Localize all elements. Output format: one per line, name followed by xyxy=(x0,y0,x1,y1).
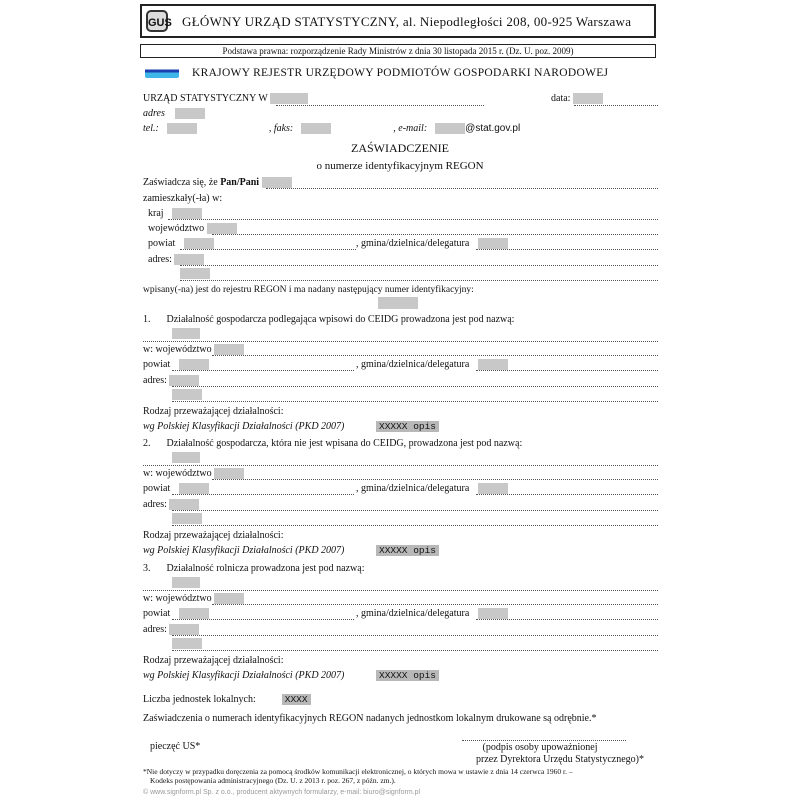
section-1-county-field[interactable] xyxy=(179,359,209,370)
local-units-row xyxy=(143,694,311,705)
county-row xyxy=(148,238,214,249)
pkd-value-wrap xyxy=(376,545,439,556)
regon-logo xyxy=(145,66,179,78)
section-2-commune-field[interactable] xyxy=(478,483,508,494)
section-1-pkd-value[interactable]: XXXXX opis xyxy=(376,421,439,432)
section-3-heading xyxy=(143,563,364,574)
email-field[interactable] xyxy=(435,123,465,134)
footnote-line1: *Nie dotyczy w przypadku doręczenia za pomocą środków komunikacji elektronicznej, o których mowa w ustawie z dnia 14 czerwca 1960 r. – xyxy=(143,767,573,776)
name-field[interactable] xyxy=(262,177,292,188)
date-label xyxy=(551,93,603,104)
email-domain: @stat.gov.pl xyxy=(465,123,521,134)
section-commune-row xyxy=(356,608,508,619)
local-units-value[interactable]: XXXX xyxy=(282,694,311,705)
section-county-row xyxy=(143,608,209,619)
pkd-value-wrap xyxy=(376,421,439,432)
pkd-label: wg Polskiej Klasyfikacji Działalności (PKD 2007) xyxy=(143,545,345,556)
addr-row xyxy=(148,254,204,265)
footnote-line2: Kodeks postępowania administracyjnego (Dz. U. z 2013 r. poz. 267, z późn. zm.). xyxy=(150,776,396,785)
section-2-addr-field-1[interactable] xyxy=(169,499,199,510)
section-voiv-label: w: województwo xyxy=(143,593,212,604)
section-number: 1. xyxy=(143,314,151,325)
contact-row xyxy=(143,123,520,134)
date-field[interactable] xyxy=(573,93,603,104)
resides-label: zamieszkały(-ła) w: xyxy=(143,193,223,204)
section-county-label: powiat xyxy=(143,359,171,370)
section-commune-label: , gmina/dzielnica/delegatura xyxy=(356,359,470,370)
tel-field[interactable] xyxy=(167,123,197,134)
section-2-heading xyxy=(143,438,522,449)
gus-logo: GUS xyxy=(146,10,168,32)
section-1-commune-field[interactable] xyxy=(478,359,508,370)
addr-field-2[interactable] xyxy=(180,268,210,279)
commune-field[interactable] xyxy=(478,238,508,249)
section-1-heading xyxy=(143,314,514,325)
activity-label: Rodzaj przeważającej działalności: xyxy=(143,406,284,417)
header-box xyxy=(140,4,656,38)
section-text: Działalność gospodarcza, która nie jest wpisana do CEIDG, prowadzona jest pod nazwą: xyxy=(166,438,523,449)
legal-basis: Podstawa prawna: rozporządzenie Rady Ministrów z dnia 30 listopada 2015 r. (Dz. U. poz. 2009) xyxy=(140,44,656,58)
section-3-addr-field-2[interactable] xyxy=(172,638,202,649)
section-addr-row xyxy=(143,375,199,386)
section-2-pkd-value[interactable]: XXXXX opis xyxy=(376,545,439,556)
stamp-label: pieczęć US* xyxy=(150,741,201,752)
local-units-label: Liczba jednostek lokalnych: xyxy=(143,694,256,705)
doc-title: ZAŚWIADCZENIE xyxy=(351,141,449,155)
credit-line: © www.signform.pl Sp. z o.o., producent aktywnych formularzy, e-mail: biuro@signform.pl xyxy=(143,789,421,796)
section-addr-label: adres: xyxy=(143,499,167,510)
date-label-text: data: xyxy=(551,93,571,104)
registered-text: wpisany(-na) jest do rejestru REGON i ma nadany następujący numer identyfikacyjny: xyxy=(143,285,474,295)
registry-title: KRAJOWY REJESTR URZĘDOWY PODMIOTÓW GOSPODARKI NARODOWEJ xyxy=(192,67,609,79)
email-label: , e-mail: xyxy=(393,123,428,134)
section-1-voiv-field[interactable] xyxy=(214,344,244,355)
office-address xyxy=(143,108,205,119)
certify-text: Zaświadcza się, że xyxy=(143,177,218,188)
section-commune-label: , gmina/dzielnica/delegatura xyxy=(356,483,470,494)
section-number: 3. xyxy=(143,563,151,574)
voiv-field[interactable] xyxy=(207,223,237,234)
header-title: GŁÓWNY URZĄD STATYSTYCZNY, al. Niepodległości 208, 00-925 Warszawa xyxy=(182,14,632,29)
addr-field-1[interactable] xyxy=(174,254,204,265)
county-label: powiat xyxy=(148,238,176,249)
section-county-row xyxy=(143,359,209,370)
section-3-addr-field-1[interactable] xyxy=(169,624,199,635)
section-voiv-label: w: województwo xyxy=(143,468,212,479)
section-1-name-field[interactable] xyxy=(172,328,200,339)
section-3-voiv-field[interactable] xyxy=(214,593,244,604)
office-city-field[interactable] xyxy=(270,93,308,104)
pkd-label: wg Polskiej Klasyfikacji Działalności (PKD 2007) xyxy=(143,421,345,432)
office-address-field[interactable] xyxy=(175,108,205,119)
certify-row xyxy=(143,177,292,188)
commune-row xyxy=(356,238,508,249)
section-addr-label: adres: xyxy=(143,624,167,635)
section-text: Działalność rolnicza prowadzona jest pod nazwą: xyxy=(166,563,365,574)
activity-label: Rodzaj przeważającej działalności: xyxy=(143,655,284,666)
commune-label: , gmina/dzielnica/delegatura xyxy=(356,238,470,249)
section-2-county-field[interactable] xyxy=(179,483,209,494)
signature-line2: przez Dyrektora Urzędu Statystycznego)* xyxy=(476,754,644,765)
pkd-value-wrap xyxy=(376,670,439,681)
activity-label: Rodzaj przeważającej działalności: xyxy=(143,530,284,541)
address-label: adres xyxy=(143,108,165,119)
section-addr-label: adres: xyxy=(143,375,167,386)
section-3-name-field[interactable] xyxy=(172,577,200,588)
fax-label: , faks: xyxy=(268,123,294,134)
country-field[interactable] xyxy=(172,208,202,219)
section-2-addr-field-2[interactable] xyxy=(172,513,202,524)
regon-number-field[interactable] xyxy=(378,297,418,309)
section-county-row xyxy=(143,483,209,494)
section-voiv-row xyxy=(143,468,244,479)
section-addr-row xyxy=(143,499,199,510)
pan-label: Pan/Pani xyxy=(220,177,260,188)
section-text: Działalność gospodarcza podlegająca wpisowi do CEIDG prowadzona jest pod nazwą: xyxy=(166,314,515,325)
section-2-voiv-field[interactable] xyxy=(214,468,244,479)
country-label: kraj xyxy=(148,208,164,219)
section-commune-label: , gmina/dzielnica/delegatura xyxy=(356,608,470,619)
section-3-commune-field[interactable] xyxy=(478,608,508,619)
office-label xyxy=(143,93,308,104)
tel-label: tel.: xyxy=(143,123,159,134)
office-label-text: URZĄD STATYSTYCZNY W xyxy=(143,93,268,104)
addr-label: adres: xyxy=(148,254,172,265)
section-county-label: powiat xyxy=(143,483,171,494)
section-number: 2. xyxy=(143,438,151,449)
voiv-row xyxy=(148,223,237,234)
section-3-pkd-value[interactable]: XXXXX opis xyxy=(376,670,439,681)
section-addr-row xyxy=(143,624,199,635)
section-voiv-row xyxy=(143,344,244,355)
section-1-addr-field-1[interactable] xyxy=(169,375,199,386)
section-county-label: powiat xyxy=(143,608,171,619)
country-row xyxy=(148,208,202,219)
signature-line1: (podpis osoby upoważnionej xyxy=(482,742,598,753)
doc-subtitle: o numerze identyfikacyjnym REGON xyxy=(316,160,484,172)
section-voiv-row xyxy=(143,593,244,604)
section-1-addr-field-2[interactable] xyxy=(172,389,202,400)
section-voiv-label: w: województwo xyxy=(143,344,212,355)
printed-separately-note: Zaświadczenia o numerach identyfikacyjnych REGON nadanych jednostkom lokalnym drukowane są odrębnie.* xyxy=(143,713,597,724)
section-commune-row xyxy=(356,359,508,370)
voiv-label: województwo xyxy=(148,223,205,234)
section-commune-row xyxy=(356,483,508,494)
section-2-name-field[interactable] xyxy=(172,452,200,463)
section-3-county-field[interactable] xyxy=(179,608,209,619)
county-field[interactable] xyxy=(184,238,214,249)
fax-field[interactable] xyxy=(301,123,331,134)
pkd-label: wg Polskiej Klasyfikacji Działalności (PKD 2007) xyxy=(143,670,345,681)
